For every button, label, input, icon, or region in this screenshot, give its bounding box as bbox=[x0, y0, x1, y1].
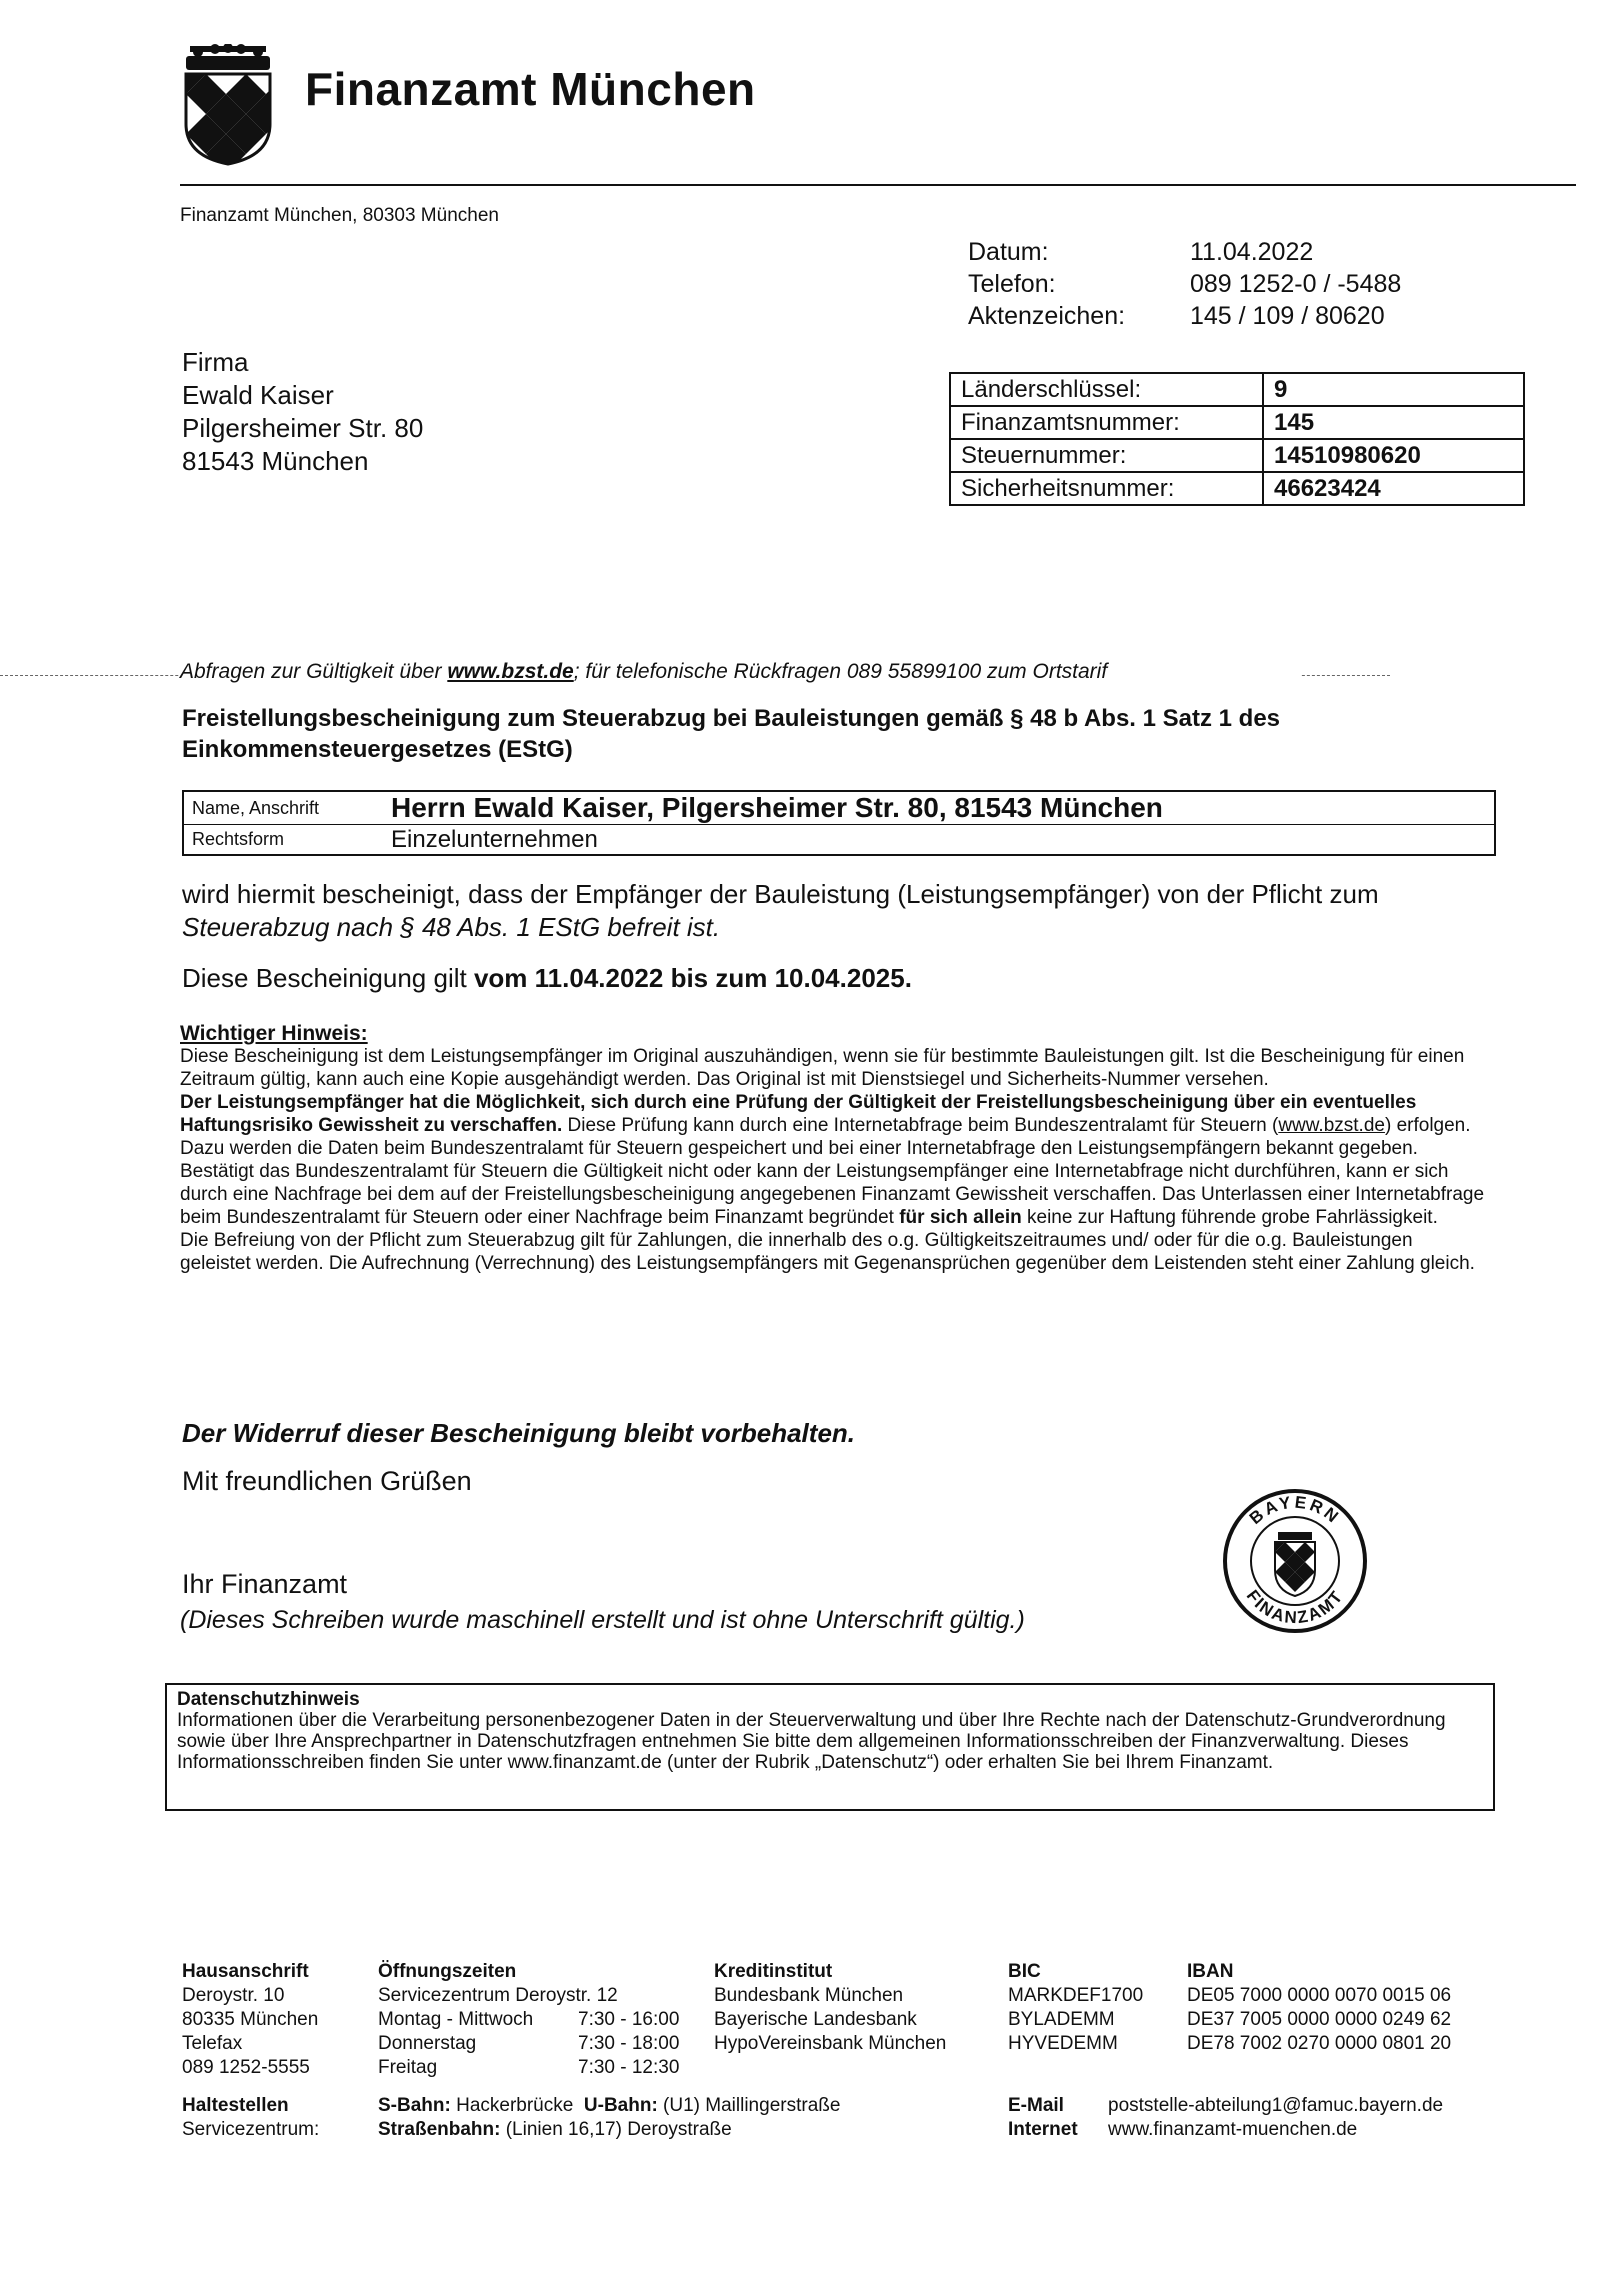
id-value: 46623424 bbox=[1263, 472, 1524, 505]
legal-form-label: Rechtsform bbox=[183, 825, 383, 856]
file-number-value: 145 / 109 / 80620 bbox=[1190, 302, 1385, 330]
table-row bbox=[183, 825, 1495, 856]
id-value: 145 bbox=[1263, 406, 1524, 439]
date-value: 11.04.2022 bbox=[1190, 238, 1314, 266]
id-label: Länderschlüssel: bbox=[950, 373, 1263, 406]
notice-paragraph: Die Befreiung von der Pflicht zum Steuerabzug gilt für Zahlungen, die innerhalb des o.g. Gültigkeitszeitraumes und/ oder für die o.g. Bauleistungen geleistet werden. Die Aufrechnung (Verrechnung) des Leistungsempfängers mit Gegenansprüchen gegenüber dem Leistenden steht einer Zahlung gleich. bbox=[180, 1230, 1475, 1274]
notice-title: Wichtiger Hinweis: bbox=[180, 1022, 368, 1045]
table-row bbox=[183, 791, 1495, 825]
certificate-heading: Freistellungsbescheinigung zum Steuerabzug bei Bauleistungen gemäß § 48 b Abs. 1 Satz 1 des Einkommensteuergesetzes (EStG) bbox=[182, 705, 1281, 763]
bzst-link[interactable]: www.bzst.de bbox=[447, 660, 574, 683]
validity-range: vom 11.04.2022 bis zum 10.04.2025. bbox=[473, 963, 912, 993]
machine-generated-note: (Dieses Schreiben wurde maschinell erstellt und ist ohne Unterschrift gültig.) bbox=[180, 1606, 1025, 1634]
website-link[interactable]: www.finanzamt-muenchen.de bbox=[1108, 2119, 1358, 2140]
query-line: Abfragen zur Gültigkeit über www.bzst.de; für telefonische Rückfragen 089 55899100 zum Ortstarif bbox=[180, 660, 1300, 684]
notice-paragraph: Der Leistungsempfänger hat die Möglichkeit, sich durch eine Prüfung der Gültigkeit der Freistellungsbescheinigung über ein eventuelles Haftungsrisiko Gewissheit zu verschaffen. Diese Prüfung kann durch eine Internetabfrage beim Bundeszentralamt für Steuern (www.bzst.de) erfolgen. Dazu werden die Daten beim Bundeszentralamt für Steuern gespeichert und bei einer Internetabfrage den Leistungsempfängern bekannt gegeben. Bestätigt das Bundeszentralamt für Steuern die Gültigkeit nicht oder kann der Leistungsempfänger eine Internetabfrage nicht durchführen, kann er sich durch eine Nachfrage bei dem auf der Freistellungsbescheinigung angegebenen Finanzamt Gewissheit verschaffen. Das Unterlassen einer Internetabfrage beim Bundeszentralamt für Steuern oder einer Nachfrage beim Finanzamt begründet für sich allein keine zur Haftung führende grobe Fahrlässigkeit. bbox=[180, 1092, 1485, 1228]
address-line: Firma bbox=[182, 347, 249, 377]
phone-label: Telefon: bbox=[968, 270, 1056, 298]
header-rule bbox=[180, 184, 1576, 186]
footer-iban: IBAN DE05 7000 0000 0070 0015 06 DE37 7005 0000 0000 0249 62 DE78 7002 0270 0000 0801 20 bbox=[1187, 1961, 1452, 2054]
legal-form-value: Einzelunternehmen bbox=[383, 825, 1495, 856]
table-row bbox=[950, 373, 1524, 406]
footer-bic: BIC MARKDEF1700 BYLADEMM HYVEDEMM bbox=[1008, 1961, 1144, 2054]
address-line: Ewald Kaiser bbox=[182, 380, 334, 410]
tax-id-table bbox=[949, 372, 1525, 506]
privacy-title: Datenschutzhinweis bbox=[177, 1689, 360, 1710]
id-label: Steuernummer: bbox=[950, 439, 1263, 472]
footer-transit: S-Bahn: Hackerbrücke U-Bahn: (U1) Maillingerstraße Straßenbahn: (Linien 16,17) Deroystraße bbox=[378, 2095, 841, 2140]
letter-meta bbox=[968, 236, 1401, 332]
email-link[interactable]: poststelle-abteilung1@famuc.bayern.de bbox=[1108, 2095, 1444, 2116]
id-label: Finanzamtsnummer: bbox=[950, 406, 1263, 439]
footer-contact: E-Mail poststelle-abteilung1@famuc.bayern.de Internet www.finanzamt-muenchen.de bbox=[1008, 2095, 1444, 2140]
footer-address: Hausanschrift Deroystr. 10 80335 München Telefax 089 1252-5555 bbox=[182, 1961, 319, 2078]
name-label: Name, Anschrift bbox=[183, 791, 383, 825]
important-notice bbox=[180, 1022, 1486, 1275]
office-signature: Ihr Finanzamt bbox=[182, 1569, 348, 1599]
validity-text: Diese Bescheinigung gilt vom 11.04.2022 bis zum 10.04.2025. bbox=[182, 963, 912, 993]
id-label: Sicherheitsnummer: bbox=[950, 472, 1263, 505]
date-label: Datum: bbox=[968, 238, 1049, 266]
bzst-link-inline[interactable]: www.bzst.de bbox=[1278, 1115, 1385, 1136]
privacy-notice bbox=[165, 1683, 1495, 1811]
address-line: 81543 München bbox=[182, 446, 369, 476]
svg-text:FINANZAMT: FINANZAMT bbox=[1242, 1586, 1348, 1628]
bavarian-crest-icon bbox=[180, 44, 276, 166]
address-line: Pilgersheimer Str. 80 bbox=[182, 413, 424, 443]
page-title: Finanzamt München bbox=[305, 63, 756, 115]
footer-opening-hours: Öffnungszeiten Servicezentrum Deroystr. 12 Montag - Mittwoch 7:30 - 16:00 Donnerstag 7:30 - 18:00 Freitag 7:30 - 12:30 bbox=[378, 1961, 680, 2078]
footer-stops: Haltestellen Servicezentrum: bbox=[182, 2095, 320, 2140]
table-row bbox=[950, 439, 1524, 472]
name-value: Herrn Ewald Kaiser, Pilgersheimer Str. 80, 81543 München bbox=[383, 791, 1495, 825]
revocation-note: Der Widerruf dieser Bescheinigung bleibt vorbehalten. bbox=[182, 1418, 856, 1448]
recipient-table bbox=[182, 790, 1496, 856]
sender-line: Finanzamt München, 80303 München bbox=[180, 205, 499, 226]
file-number-label: Aktenzeichen: bbox=[968, 302, 1126, 330]
id-value: 14510980620 bbox=[1263, 439, 1524, 472]
notice-paragraph: Diese Bescheinigung ist dem Leistungsempfänger im Original auszuhändigen, wenn sie für bestimmte Bauleistungen gilt. Ist die Bescheinigung für einen Zeitraum gültig, kann auch eine Kopie ausgehändigt werden. Das Original ist mit Dienstsiegel und Sicherheits-Nummer versehen. bbox=[180, 1046, 1465, 1090]
certify-text: wird hiermit bescheinigt, dass der Empfänger der Bauleistung (Leistungsempfänger) von der Pflicht zum Steuerabzug nach § 48 Abs. 1 EStG befreit ist. bbox=[182, 879, 1379, 942]
id-value: 9 bbox=[1263, 373, 1524, 406]
svg-text:BAYERN: BAYERN bbox=[1245, 1492, 1345, 1529]
closing-greeting: Mit freundlichen Grüßen bbox=[182, 1466, 472, 1496]
table-row bbox=[950, 472, 1524, 505]
privacy-text: Informationen über die Verarbeitung personenbezogener Daten in der Steuerverwaltung und über Ihre Rechte nach der Datenschutz-Grundverordnung sowie über Ihre Ansprechpartner in Datenschutzfragen entnehmen Sie bitte dem allgemeinen Informationsschreiben der Finanzverwaltung. Dieses Informationsschreiben finden Sie unter www.finanzamt.de (unter der Rubrik „Datenschutz“) oder erhalten Sie bei Ihrem Finanzamt. bbox=[177, 1710, 1446, 1773]
phone-value: 089 1252-0 / -5488 bbox=[1190, 270, 1402, 298]
table-row bbox=[950, 406, 1524, 439]
official-seal-icon bbox=[1220, 1486, 1370, 1636]
recipient-address bbox=[182, 346, 423, 478]
footer-bank: Kreditinstitut Bundesbank München Bayerische Landesbank HypoVereinsbank München bbox=[714, 1961, 947, 2054]
